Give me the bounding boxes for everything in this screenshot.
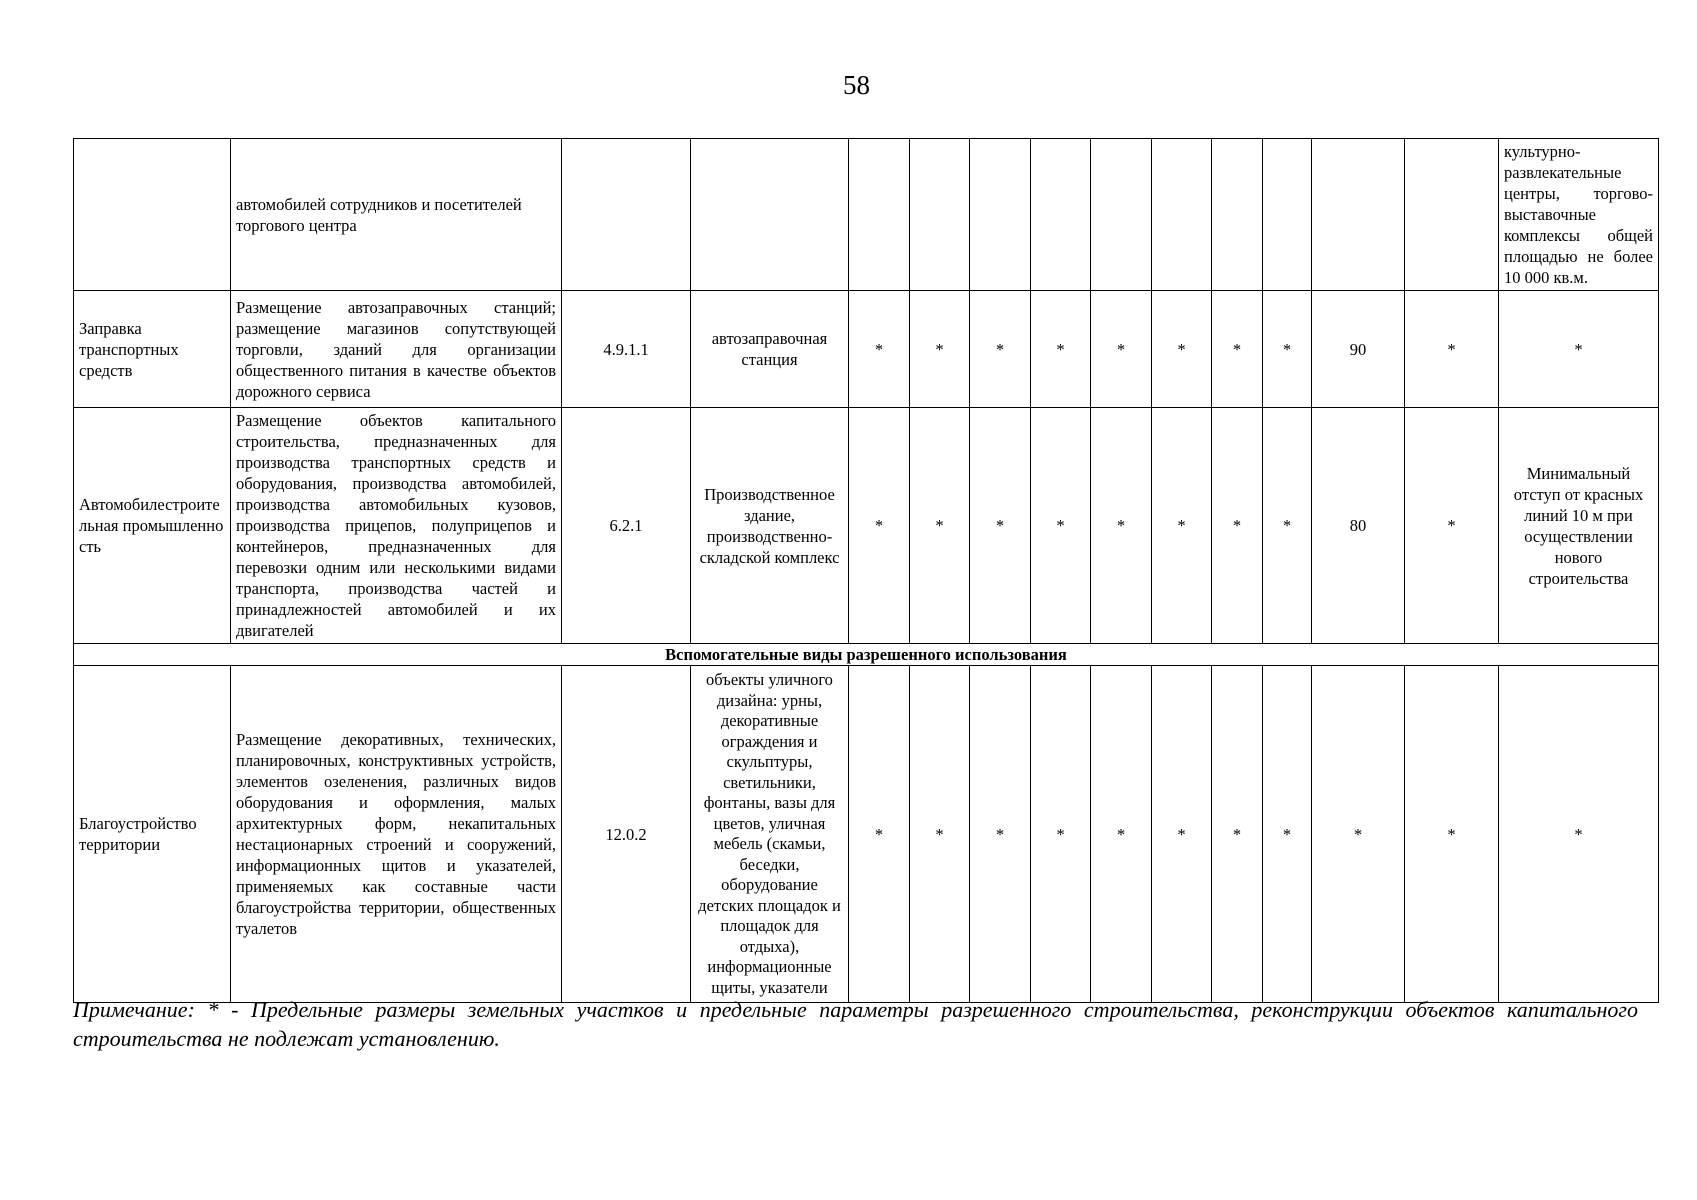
param-cell: [1031, 139, 1091, 291]
param-cell: *: [849, 291, 910, 408]
param-cell: *: [970, 666, 1031, 1003]
use-name: [74, 139, 231, 291]
param-cell: *: [1405, 291, 1499, 408]
use-name: Автомобилестроительная промышленность: [74, 408, 231, 644]
param-cell: [1152, 139, 1212, 291]
use-description: Размещение объектов капитального строительства, предназначенных для производства транспортных средств и оборудования, производства автомобилей, производства автомобильных кузовов, производства прицепов, полуприцепов и контейнеров, предназначенных для перевозки одним или несколькими видами транспорта, производства частей и принадлежностей автомобилей и их двигателей: [231, 408, 562, 644]
param-cell: *: [910, 291, 970, 408]
param-cell: *: [1212, 666, 1263, 1003]
param-cell: *: [1263, 291, 1312, 408]
param-cell: *: [1152, 408, 1212, 644]
param-cell: *: [1212, 408, 1263, 644]
param-cell: *: [849, 408, 910, 644]
param-cell: *: [1031, 291, 1091, 408]
use-description: Размещение автозаправочных станций; размещение магазинов сопутствующей торговли, зданий для организации общественного питания в качестве объектов дорожного сервиса: [231, 291, 562, 408]
use-description: Размещение декоративных, технических, планировочных, конструктивных устройств, элементов озеленения, различных видов оборудования и оформления, малых архитектурных форм, некапитальных нестационарных строений и сооружений, информационных щитов и указателей, применяемых как составные части благоустройства территории, общественных туалетов: [231, 666, 562, 1003]
use-code: 4.9.1.1: [562, 291, 691, 408]
use-object: [691, 139, 849, 291]
param-cell: *: [1091, 408, 1152, 644]
param-cell: [910, 139, 970, 291]
section-header: Вспомогательные виды разрешенного использования: [74, 644, 1659, 666]
param-cell: *: [910, 666, 970, 1003]
use-object: Производственное здание, производственно-складской комплекс: [691, 408, 849, 644]
footnote: Примечание: * - Предельные размеры земельных участков и предельные параметры разрешенного строительства, реконструкции объектов капитального строительства не подлежат установлению.: [73, 997, 1638, 1051]
param-cell: 80: [1312, 408, 1405, 644]
use-description: автомобилей сотрудников и посетителей торгового центра: [231, 139, 562, 291]
use-name: Заправка транспортных средств: [74, 291, 231, 408]
param-cell: *: [1263, 408, 1312, 644]
param-cell: [1405, 139, 1499, 291]
param-cell: *: [910, 408, 970, 644]
use-note: *: [1499, 666, 1659, 1003]
land-use-table: [73, 138, 1659, 1003]
param-cell: *: [1263, 666, 1312, 1003]
use-code: 12.0.2: [562, 666, 691, 1003]
param-cell: *: [1152, 291, 1212, 408]
param-cell: *: [1152, 666, 1212, 1003]
use-code: 6.2.1: [562, 408, 691, 644]
param-cell: [849, 139, 910, 291]
table-row: [74, 666, 1659, 1003]
use-object: автозаправочная станция: [691, 291, 849, 408]
param-cell: *: [1091, 666, 1152, 1003]
param-cell: [1263, 139, 1312, 291]
section-header-row: [74, 644, 1659, 666]
page-number: 58: [843, 70, 870, 100]
param-cell: *: [1405, 408, 1499, 644]
use-note: Минимальный отступ от красных линий 10 м при осуществлении нового строительства: [1499, 408, 1659, 644]
use-note: культурно-развлекательные центры, торгово-выставочные комплексы общей площадью не более 10 000 кв.м.: [1499, 139, 1659, 291]
param-cell: *: [1091, 291, 1152, 408]
param-cell: [1091, 139, 1152, 291]
use-object: объекты уличного дизайна: урны, декоративные ограждения и скульптуры, светильники, фонтаны, вазы для цветов, уличная мебель (скамьи, беседки, оборудование детских площадок и площадок для отдыха), информационные щиты, указатели: [691, 666, 849, 1003]
param-cell: *: [970, 408, 1031, 644]
param-cell: *: [1031, 408, 1091, 644]
use-code: [562, 139, 691, 291]
param-cell: [1212, 139, 1263, 291]
table-row: [74, 291, 1659, 408]
param-cell: *: [1405, 666, 1499, 1003]
param-cell: *: [1312, 666, 1405, 1003]
table-row: [74, 139, 1659, 291]
use-note: *: [1499, 291, 1659, 408]
param-cell: *: [1031, 666, 1091, 1003]
table-row: [74, 408, 1659, 644]
param-cell: *: [1212, 291, 1263, 408]
param-cell: 90: [1312, 291, 1405, 408]
param-cell: *: [849, 666, 910, 1003]
param-cell: *: [970, 291, 1031, 408]
param-cell: [970, 139, 1031, 291]
param-cell: [1312, 139, 1405, 291]
use-name: Благоустройство территории: [74, 666, 231, 1003]
